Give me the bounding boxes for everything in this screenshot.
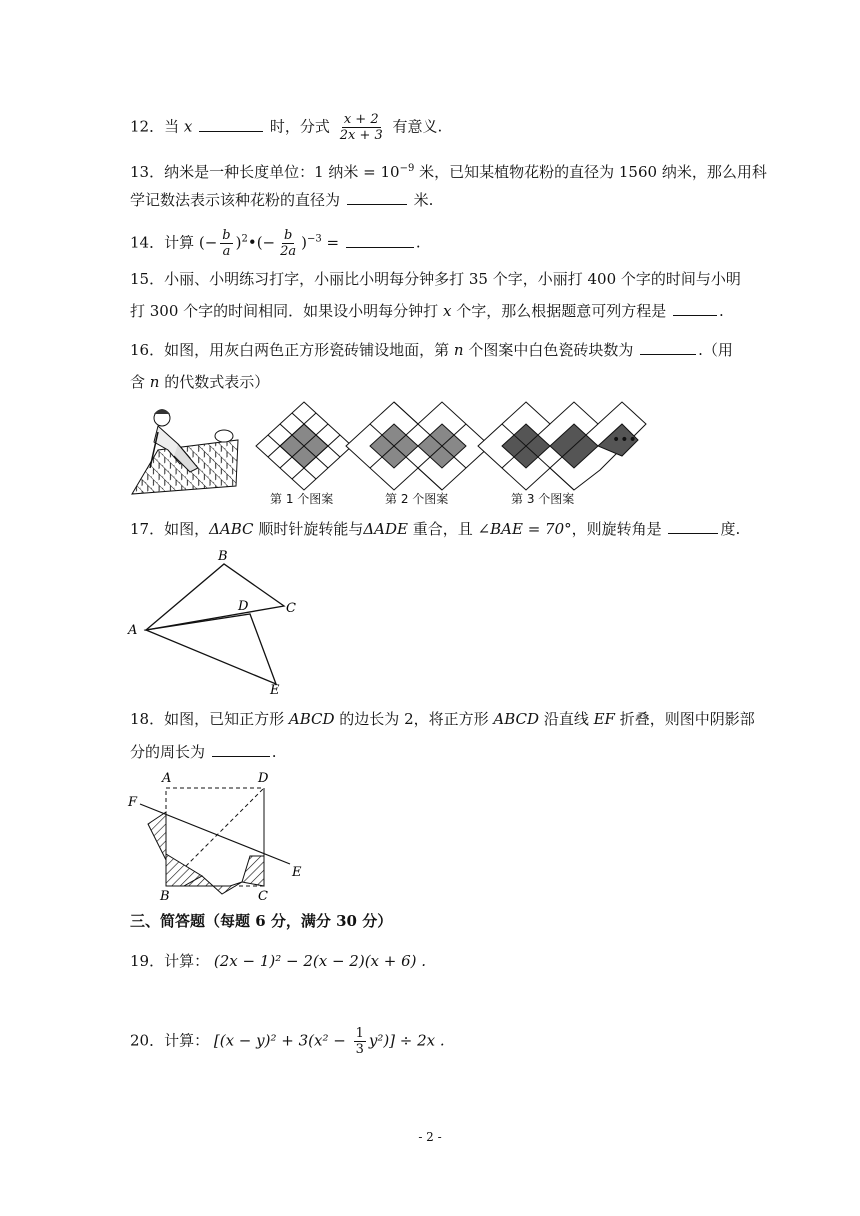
tile-caption-3: 第 3 个图案: [511, 492, 575, 506]
q13-exponent: −9: [399, 163, 415, 174]
q18-end: .: [271, 743, 277, 761]
q13-text-c: 学记数法表示该种花粉的直径为: [130, 191, 341, 209]
q18-label-b: B: [160, 889, 170, 904]
q18-label-e: E: [292, 865, 302, 880]
q17-label-e: E: [270, 683, 280, 696]
q15-text-b: 打 300 个字的时间相同．如果设小明每分钟打: [130, 302, 439, 320]
q14-paren-2: ): [301, 233, 308, 252]
question-17: [130, 518, 740, 540]
q18-label-d: D: [258, 771, 269, 786]
q17-label-d: D: [238, 599, 249, 614]
q15-text-a: 15．小丽、小明练习打字，小丽比小明每分钟多打 35 个字，小丽打 400 个字的时间与小明: [130, 270, 741, 288]
q17-text-b: 顺时针旋转能与: [258, 520, 364, 538]
question-18-line2: [130, 741, 277, 763]
tile-caption-1: 第 1 个图案: [270, 492, 334, 506]
q14-f2-num: b: [283, 228, 293, 243]
q20-expr-a: [(x − y)² + 3(x² −: [213, 1031, 351, 1050]
q18-label-c: C: [258, 889, 268, 904]
q14-exp-2: −3: [307, 233, 322, 245]
q16-blank[interactable]: [640, 340, 696, 355]
q17-label-c: C: [286, 601, 296, 616]
section-3-heading: 三、简答题（每题 6 分，满分 30 分）: [130, 912, 393, 930]
q18-text-d: 折叠，则图中阴影部: [619, 710, 755, 728]
q14-blank[interactable]: [346, 233, 414, 248]
question-13-line2: [130, 189, 433, 211]
q18-text-e: 分的周长为: [130, 743, 206, 761]
q16-text-e: 的代数式表示）: [164, 373, 270, 391]
q16-text-a: 16．如图，用灰白两色正方形瓷砖铺设地面，第: [130, 341, 450, 359]
question-14: [130, 228, 421, 259]
question-13-line1: [130, 158, 767, 183]
q17-label-a: A: [128, 623, 138, 638]
question-19: [130, 950, 426, 972]
q20-frac-num: 1: [355, 1026, 364, 1041]
q14-end: .: [415, 233, 421, 252]
q17-tri-abc: ΔABC: [209, 520, 254, 538]
question-20: [130, 1026, 445, 1057]
q14-exp-1: 2: [241, 233, 248, 245]
q14-f2-den: 2a: [280, 244, 297, 259]
q18-square-1: ABCD: [288, 710, 335, 728]
q16-var-1: n: [453, 341, 464, 359]
page-number: - 2 -: [418, 1130, 442, 1144]
q14-dot: •(−: [247, 233, 276, 252]
q18-text-c: 沿直线: [543, 710, 589, 728]
q12-var: x: [183, 117, 193, 136]
q18-label-a: A: [162, 771, 172, 786]
question-12: [130, 112, 442, 143]
question-15-line1: [130, 268, 741, 290]
q18-text-a: 18．如图，已知正方形: [130, 710, 285, 728]
q17-label-b: B: [218, 549, 228, 564]
q12-blank[interactable]: [199, 117, 263, 132]
q15-end: .: [719, 302, 724, 320]
tile-pattern-1: [256, 402, 352, 490]
q20-label: 20．计算：: [130, 1031, 210, 1050]
q18-text-b: 的边长为 2，将正方形: [339, 710, 489, 728]
tile-pattern-2: [346, 402, 490, 490]
q14-text-a: 14．计算 (−: [130, 233, 218, 252]
question-16-line2: [130, 371, 269, 393]
q14-fraction-1: [220, 228, 232, 259]
q16-text-c: .（用: [698, 341, 733, 359]
q17-triangle-figure: [126, 548, 316, 696]
question-15-line2: [130, 300, 724, 322]
q14-f1-num: b: [222, 228, 231, 243]
q12-frac-num: x + 2: [343, 112, 379, 127]
q19-expression: (2x − 1)² − 2(x − 2)(x + 6) .: [213, 952, 427, 970]
q14-f1-den: a: [222, 244, 231, 259]
q17-text-c: 重合，且: [412, 520, 478, 538]
worker-illustration: [132, 409, 238, 494]
q14-equals: =: [321, 233, 344, 252]
q17-tri-ade: ΔADE: [363, 520, 408, 538]
q17-blank[interactable]: [668, 519, 718, 534]
q12-text: 12．当: [130, 117, 180, 136]
q20-frac-den: 3: [355, 1042, 364, 1057]
q15-var: x: [442, 302, 452, 320]
q19-label: 19．计算：: [130, 952, 210, 970]
question-18-line1: [130, 708, 755, 730]
q16-var-2: n: [149, 373, 160, 391]
q13-text-a: 13．纳米是一种长度单位：1 纳米 = 10: [130, 163, 400, 181]
q13-blank[interactable]: [347, 190, 407, 205]
question-16-line1: [130, 339, 733, 361]
q18-square-figure: [126, 770, 316, 904]
q12-frac-den: 2x + 3: [339, 128, 383, 143]
q16-text-b: 个图案中白色瓷砖块数为: [468, 341, 634, 359]
q14-paren-1: ): [235, 233, 242, 252]
q13-text-d: 米.: [413, 191, 434, 209]
q13-text-b: 米，已知某植物花粉的直径为 1560 纳米，那么用科: [414, 163, 767, 181]
tile-ellipsis: •••: [612, 432, 637, 448]
q18-blank[interactable]: [212, 742, 270, 757]
q12-text2: 时，分式: [269, 117, 330, 136]
q17-angle: ∠BAE = 70°: [477, 520, 572, 538]
q12-text3: 有意义.: [392, 117, 443, 136]
q17-text-e: 度.: [720, 520, 741, 538]
q17-text-d: ，则旋转角是: [571, 520, 662, 538]
q18-line-ef: EF: [593, 710, 615, 728]
tile-caption-2: 第 2 个图案: [385, 492, 449, 506]
q18-square-2: ABCD: [493, 710, 540, 728]
q17-text-a: 17．如图，: [130, 520, 210, 538]
q20-expr-b: y²)] ÷ 2x .: [368, 1031, 445, 1050]
q20-fraction: [354, 1026, 366, 1057]
q14-fraction-2: [278, 228, 298, 259]
q15-blank[interactable]: [673, 301, 717, 316]
q12-fraction: [338, 112, 385, 143]
q16-text-d: 含: [130, 373, 146, 391]
q15-text-c: 个字，那么根据题意可列方程是: [456, 302, 667, 320]
q18-label-f: F: [128, 795, 138, 810]
